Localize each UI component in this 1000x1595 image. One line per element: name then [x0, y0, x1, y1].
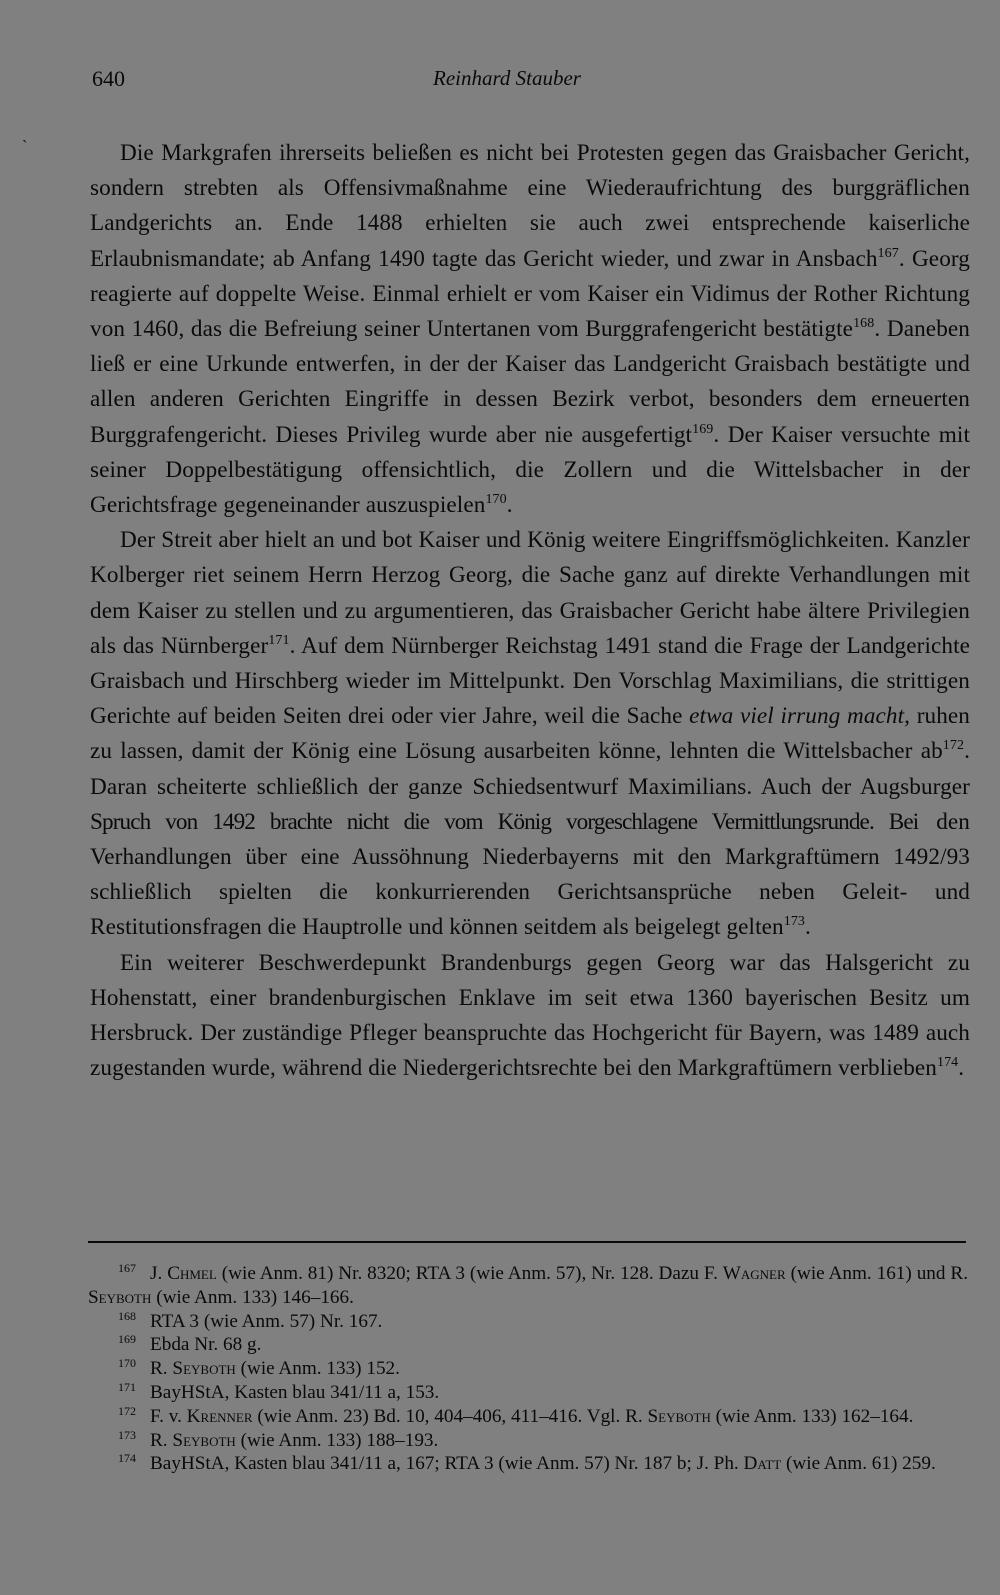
footnote-text: BayHStA, Kasten blau 341/11 a, 167; RTA 3 (wie Anm. 57) Nr. 187 b; J. Ph.	[150, 1453, 744, 1475]
paragraph-1	[90, 136, 970, 523]
footnote-text: (wie Anm. 133) 162–164.	[710, 1405, 914, 1427]
quoted-phrase: etwa viel irrung macht,	[689, 703, 911, 730]
author-name: Krenner	[186, 1405, 253, 1427]
footnote-text: (wie Anm. 61) 259.	[781, 1453, 936, 1475]
footnote-text: (wie Anm. 23) Bd. 10, 404–406, 411–416. Vgl. R.	[252, 1405, 648, 1427]
footnote-174	[88, 1452, 968, 1476]
footnote-text: (wie Anm. 133) 152.	[235, 1358, 400, 1380]
text-segment: ruhen zu lassen, damit der König eine Lösung ausarbeiten könne, lehnten die Wittelsbacher ab	[90, 703, 970, 765]
text-segment: .	[958, 1055, 965, 1082]
text-segment: Der Streit aber hielt an und bot Kaiser und König weitere Eingriffsmöglichkeiten. Kanzler Kolberger riet seinem Herrn Herzog Georg, die Sache ganz auf direkte Verhandlungen mit dem Kaiser zu stellen und zu argumentieren, das Graisbacher Gericht habe ältere Privilegien als das Nürnberger	[90, 527, 970, 659]
author-name: Seyboth	[172, 1358, 236, 1380]
footnote-168	[88, 1310, 968, 1334]
footnote-number: 169	[118, 1332, 136, 1347]
footnote-number: 167	[118, 1261, 136, 1275]
footnote-ref-172: 172	[942, 738, 965, 754]
footnote-text: J.	[150, 1263, 168, 1284]
text-segment: . Daneben ließ er eine Urkunde entwerfen, in der der Kaiser das Landgericht Graisbach bestätigte und allen anderen Gerichten Eingriffe in dessen Bezirk verbot, besonders dem erneuerten Burggrafengericht. Dieses Privileg wurde aber nie ausgefertigt	[90, 316, 970, 448]
footnote-text: (wie Anm. 161) und R.	[785, 1263, 968, 1284]
author-name: Seyboth	[647, 1405, 711, 1427]
footnote-167	[88, 1262, 968, 1310]
text-segment: Die Markgrafen ihrerseits beließen es nicht bei Protesten gegen das Graisbacher Gericht, sondern strebten als Offensivmaßnahme eine Wiederaufrichtung des burggräflichen Landgerichts an. Ende 1488 erhielten sie auch zwei entsprechende kaiserliche Erlaubnismandate; ab Anfang 1490 tagte das Gericht wieder, und zwar in Ansbach	[90, 140, 970, 272]
footnote-text: (wie Anm. 133) 188–193.	[235, 1429, 439, 1451]
text-segment: . Daran scheiterte schließlich der ganze Schiedsentwurf Maximilians. Auch der Augsburger	[90, 738, 970, 800]
footnote-text: RTA 3 (wie Anm. 57) Nr. 167.	[150, 1310, 383, 1332]
footnote-rule	[88, 1241, 966, 1243]
footnote-number: 172	[118, 1403, 136, 1418]
text-segment: .	[506, 492, 513, 519]
footnote-ref-169: 169	[692, 421, 714, 437]
footnotes	[88, 1262, 968, 1476]
page-header	[92, 66, 922, 100]
footnote-text: (wie Anm. 81) Nr. 8320; RTA 3 (wie Anm. 57), Nr. 128. Dazu F.	[216, 1263, 723, 1284]
body-text	[90, 136, 970, 1086]
author-name: Wagner	[722, 1263, 786, 1284]
footnote-number: 170	[118, 1356, 136, 1371]
paragraph-2	[90, 523, 970, 945]
footnote-text: (wie Anm. 133) 146–166.	[151, 1286, 354, 1308]
footnote-text: Ebda Nr. 68 g.	[150, 1334, 262, 1356]
author-name: Datt	[743, 1453, 782, 1475]
footnote-text: R.	[150, 1358, 173, 1380]
author-name: Chmel	[167, 1263, 217, 1284]
compact-line: Spruch von 1492 brachte nicht die vom König vorgeschlagene Vermittlungsrunde. Bei	[90, 808, 919, 835]
text-segment: . Der Kaiser versuchte mit seiner Doppelbestätigung offensichtlich, die Zollern und die Wittelsbacher in der Gerichtsfrage gegeneinander auszuspielen	[90, 421, 970, 519]
paragraph-3	[90, 946, 970, 1087]
author-name: Seyboth	[172, 1429, 236, 1451]
footnote-ref-168: 168	[853, 316, 875, 332]
footnote-171	[88, 1381, 968, 1405]
author-name: Seyboth	[88, 1286, 152, 1308]
text-segment: den Verhandlungen über eine Aussöhnung Niederbayerns mit den Markgraftümern 1492/93 schließlich spielten die konkurrierenden Gerichtsansprüche neben Geleit- und Restitutionsfragen die Hauptrolle und können seitdem als beigelegt gelten	[90, 808, 970, 941]
footnote-169	[88, 1333, 968, 1357]
footnote-text: F. v.	[150, 1405, 187, 1427]
footnote-number: 168	[118, 1308, 136, 1323]
page-number: 640	[92, 66, 125, 91]
footnote-number: 171	[118, 1379, 136, 1394]
footnote-text: BayHStA, Kasten blau 341/11 a, 153.	[150, 1381, 440, 1403]
footnote-172	[88, 1405, 968, 1429]
footnote-number: 174	[118, 1451, 136, 1466]
text-segment: .	[805, 914, 811, 941]
footnote-173	[88, 1429, 968, 1453]
footnote-ref-167: 167	[877, 245, 899, 261]
footnote-ref-171: 171	[268, 632, 290, 648]
footnote-170	[88, 1357, 968, 1381]
footnote-ref-173: 173	[783, 914, 806, 930]
text-segment: . Auf dem Nürnberger Reichstag 1491 stand die Frage der Landgerichte Graisbach und Hirschberg wieder im Mittelpunkt. Den Vorschlag Maximilians, die strittigen Gerichte auf beiden Seiten drei oder vier Jahre, weil die Sache	[90, 632, 971, 730]
text-segment: Ein weiterer Beschwerdepunkt Brandenburgs gegen Georg war das Halsgericht zu Hohenstatt, einer brandenburgischen Enklave im seit etwa 1360 bayerischen Besitz um Hersbruck. Der zuständige Pfleger beanspruchte das Hochgericht für Bayern, was 1489 auch zugestanden wurde, während die Niedergerichtsrechte bei den Markgraftümern verblieben	[90, 949, 970, 1082]
running-head: Reinhard Stauber	[433, 66, 581, 90]
text-segment: . Georg reagierte auf doppelte Weise. Einmal erhielt er vom Kaiser ein Vidimus der Rother Richtung von 1460, das die Befreiung seiner Untertanen vom Burggrafengericht bestätigte	[90, 245, 970, 343]
footnote-ref-174: 174	[936, 1055, 959, 1071]
stray-mark: `	[22, 138, 28, 155]
footnote-number: 173	[118, 1427, 136, 1442]
footnote-ref-170: 170	[485, 492, 507, 508]
footnote-text: R.	[150, 1429, 173, 1451]
